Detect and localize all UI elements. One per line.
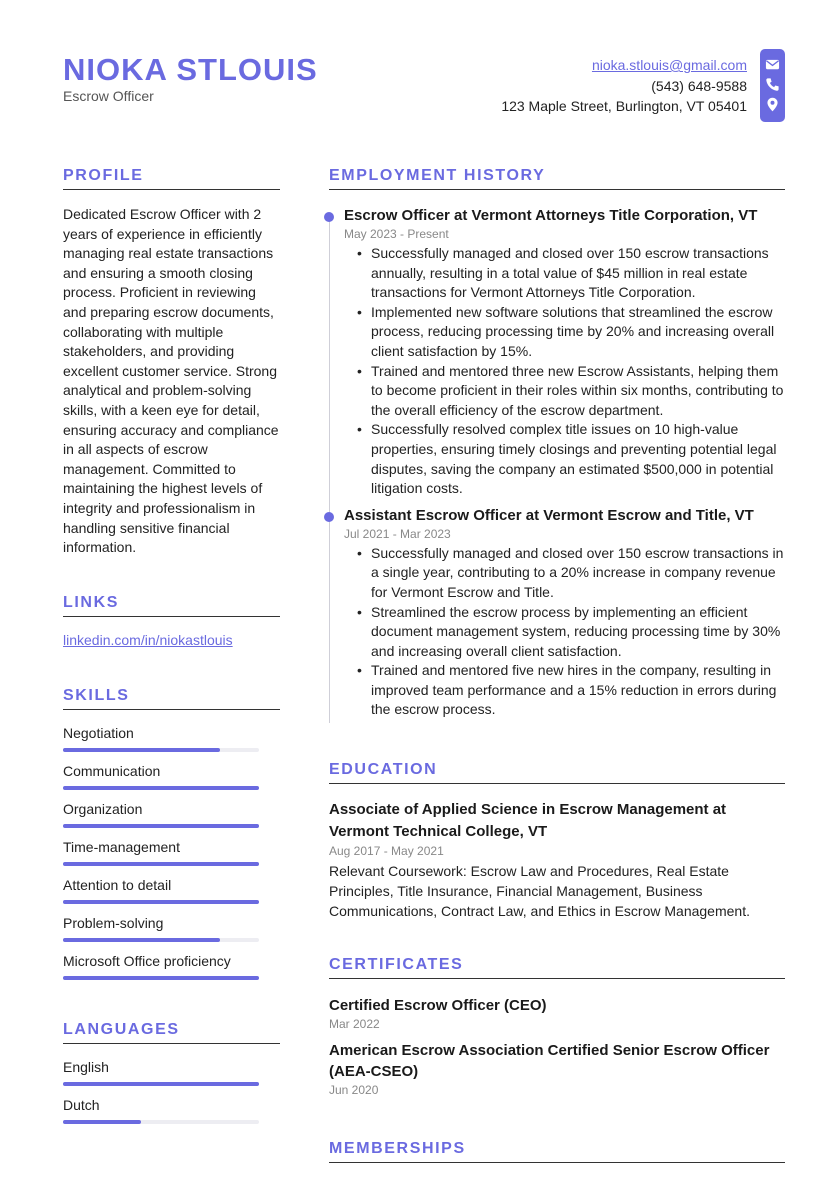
certificate-title: Certified Escrow Officer (CEO) — [329, 997, 547, 1014]
language-item — [63, 1059, 280, 1097]
skill-level-fill — [63, 824, 259, 828]
email-link[interactable]: nioka.stlouis@gmail.com — [591, 57, 747, 73]
job-entry — [329, 207, 785, 499]
job-bullets — [344, 244, 785, 499]
job-bullet: • Streamlined the escrow process by implementing an efficient document management system, reducing processing time by 30% and increasing overall client satisfaction. — [344, 603, 785, 662]
skill-level-track — [63, 824, 259, 828]
skill-level-fill — [63, 786, 259, 790]
timeline-dot — [324, 212, 334, 222]
contact-icon-bar — [760, 49, 785, 122]
employment-section — [329, 167, 785, 720]
language-label: Dutch — [63, 1097, 100, 1113]
skill-item — [63, 725, 280, 763]
certificate-date: Mar 2022 — [329, 1017, 380, 1031]
certificate-entry — [329, 995, 785, 1031]
certificate-title: American Escrow Association Certified Senior Escrow Officer (AEA-CSEO) — [329, 1042, 770, 1080]
skill-label: Problem-solving — [63, 915, 164, 931]
skill-item — [63, 877, 280, 915]
skill-label: Time-management — [63, 839, 180, 855]
skill-level-track — [63, 786, 259, 790]
language-level-fill — [63, 1120, 141, 1124]
envelope-icon — [765, 57, 780, 72]
skill-level-fill — [63, 976, 259, 980]
skill-label: Organization — [63, 801, 143, 817]
job-bullets — [344, 544, 785, 720]
skill-level-fill — [63, 938, 220, 942]
education-date: Aug 2017 - May 2021 — [329, 844, 444, 858]
language-item — [63, 1097, 280, 1135]
skills-section — [63, 687, 280, 991]
job-bullet: • Successfully managed and closed over 150 escrow transactions in a single year, contributing to a 20% increase in company revenue for Vermont Escrow and Title. — [344, 544, 785, 603]
language-level-track — [63, 1082, 259, 1086]
profile-summary: Dedicated Escrow Officer with 2 years of experience in efficiently managing real estate transactions and ensuring a smooth closing process. Proficient in reviewing and preparing escrow documents, collaborating with multiple stakeholders, and providing excellent customer service. Strong analytical and problem-solving skills, with a keen eye for detail, ensuring accuracy and compliance in all aspects of escrow management. Committed to maintaining the highest levels of integrity and professionalism in handling sensitive financial information. — [63, 206, 279, 556]
education-entry — [329, 799, 785, 921]
profile-section — [63, 167, 280, 558]
job-title: Escrow Officer at Vermont Attorneys Title Corporation, VT — [344, 207, 758, 224]
certificates-section — [329, 956, 785, 1097]
skills-list — [63, 725, 280, 991]
skill-level-fill — [63, 748, 220, 752]
skill-item — [63, 953, 280, 991]
job-bullet: • Implemented new software solutions that streamlined the escrow process, reducing processing time by 20% and increasing overall client satisfaction by 15%. — [344, 303, 785, 362]
contact-info — [501, 55, 747, 117]
skill-label: Communication — [63, 763, 161, 779]
certificate-entry — [329, 1040, 785, 1097]
skill-item — [63, 839, 280, 877]
profile-heading: PROFILE — [63, 167, 280, 190]
skill-level-track — [63, 976, 259, 980]
certificate-date: Jun 2020 — [329, 1083, 379, 1097]
phone-number: (543) 648-9588 — [651, 77, 747, 94]
job-bullet: • Successfully managed and closed over 150 escrow transactions annually, resulting in a total value of $45 million in real estate transactions for Vermont Attorneys Title Corporation. — [344, 244, 785, 303]
skill-item — [63, 915, 280, 953]
skill-level-track — [63, 748, 259, 752]
location-pin-icon — [765, 97, 780, 112]
job-bullet: • Trained and mentored three new Escrow Assistants, helping them to become proficient in their roles within six months, contributing to the overall efficiency of the escrow department. — [344, 362, 785, 421]
job-bullet: • Successfully resolved complex title issues on 10 high-value properties, ensuring timely closings and preventing potential legal disputes, saving the company an estimated $500,000 in potential litigation costs. — [344, 420, 785, 498]
job-date: Jul 2021 - Mar 2023 — [344, 526, 451, 541]
education-heading: EDUCATION — [329, 761, 785, 784]
education-description: Relevant Coursework: Escrow Law and Procedures, Real Estate Principles, Title Insurance, Financial Management, Business Communications, Contract Law, and Ethics in Escrow Management. — [329, 863, 750, 919]
job-date: May 2023 - Present — [344, 227, 449, 241]
languages-heading: LANGUAGES — [63, 1021, 280, 1044]
job-title: Escrow Officer — [63, 88, 154, 104]
degree-title: Associate of Applied Science in Escrow Management at Vermont Technical College, VT — [329, 801, 727, 840]
languages-list — [63, 1059, 280, 1135]
certificates-heading: CERTIFICATES — [329, 956, 785, 979]
skill-label: Negotiation — [63, 725, 134, 741]
job-title: Assistant Escrow Officer at Vermont Escrow and Title, VT — [344, 506, 754, 524]
skill-item — [63, 763, 280, 801]
languages-section — [63, 1021, 280, 1135]
language-level-fill — [63, 1082, 259, 1086]
links-section — [63, 594, 280, 648]
skill-level-track — [63, 900, 259, 904]
skill-level-track — [63, 938, 259, 942]
address: 123 Maple Street, Burlington, VT 05401 — [501, 98, 747, 114]
memberships-heading: MEMBERSHIPS — [329, 1140, 785, 1163]
skill-level-fill — [63, 900, 259, 904]
skill-level-track — [63, 862, 259, 866]
skill-label: Microsoft Office proficiency — [63, 953, 231, 969]
timeline-dot — [324, 512, 334, 522]
memberships-section — [329, 1140, 785, 1163]
skill-item — [63, 801, 280, 839]
phone-icon — [765, 77, 780, 92]
job-entry — [329, 507, 785, 720]
candidate-name: NIOKA STLOUIS — [63, 52, 318, 87]
job-bullet: • Trained and mentored five new hires in the company, resulting in improved team performance and a 15% reduction in errors during the escrow process. — [344, 661, 785, 720]
language-level-track — [63, 1120, 259, 1124]
employment-heading: EMPLOYMENT HISTORY — [329, 167, 785, 190]
linkedin-link[interactable]: linkedin.com/in/niokastlouis — [63, 632, 233, 648]
education-section — [329, 761, 785, 921]
language-label: English — [63, 1059, 109, 1075]
links-heading: LINKS — [63, 594, 280, 617]
skill-label: Attention to detail — [63, 877, 172, 893]
skills-heading: SKILLS — [63, 687, 280, 710]
skill-level-fill — [63, 862, 259, 866]
